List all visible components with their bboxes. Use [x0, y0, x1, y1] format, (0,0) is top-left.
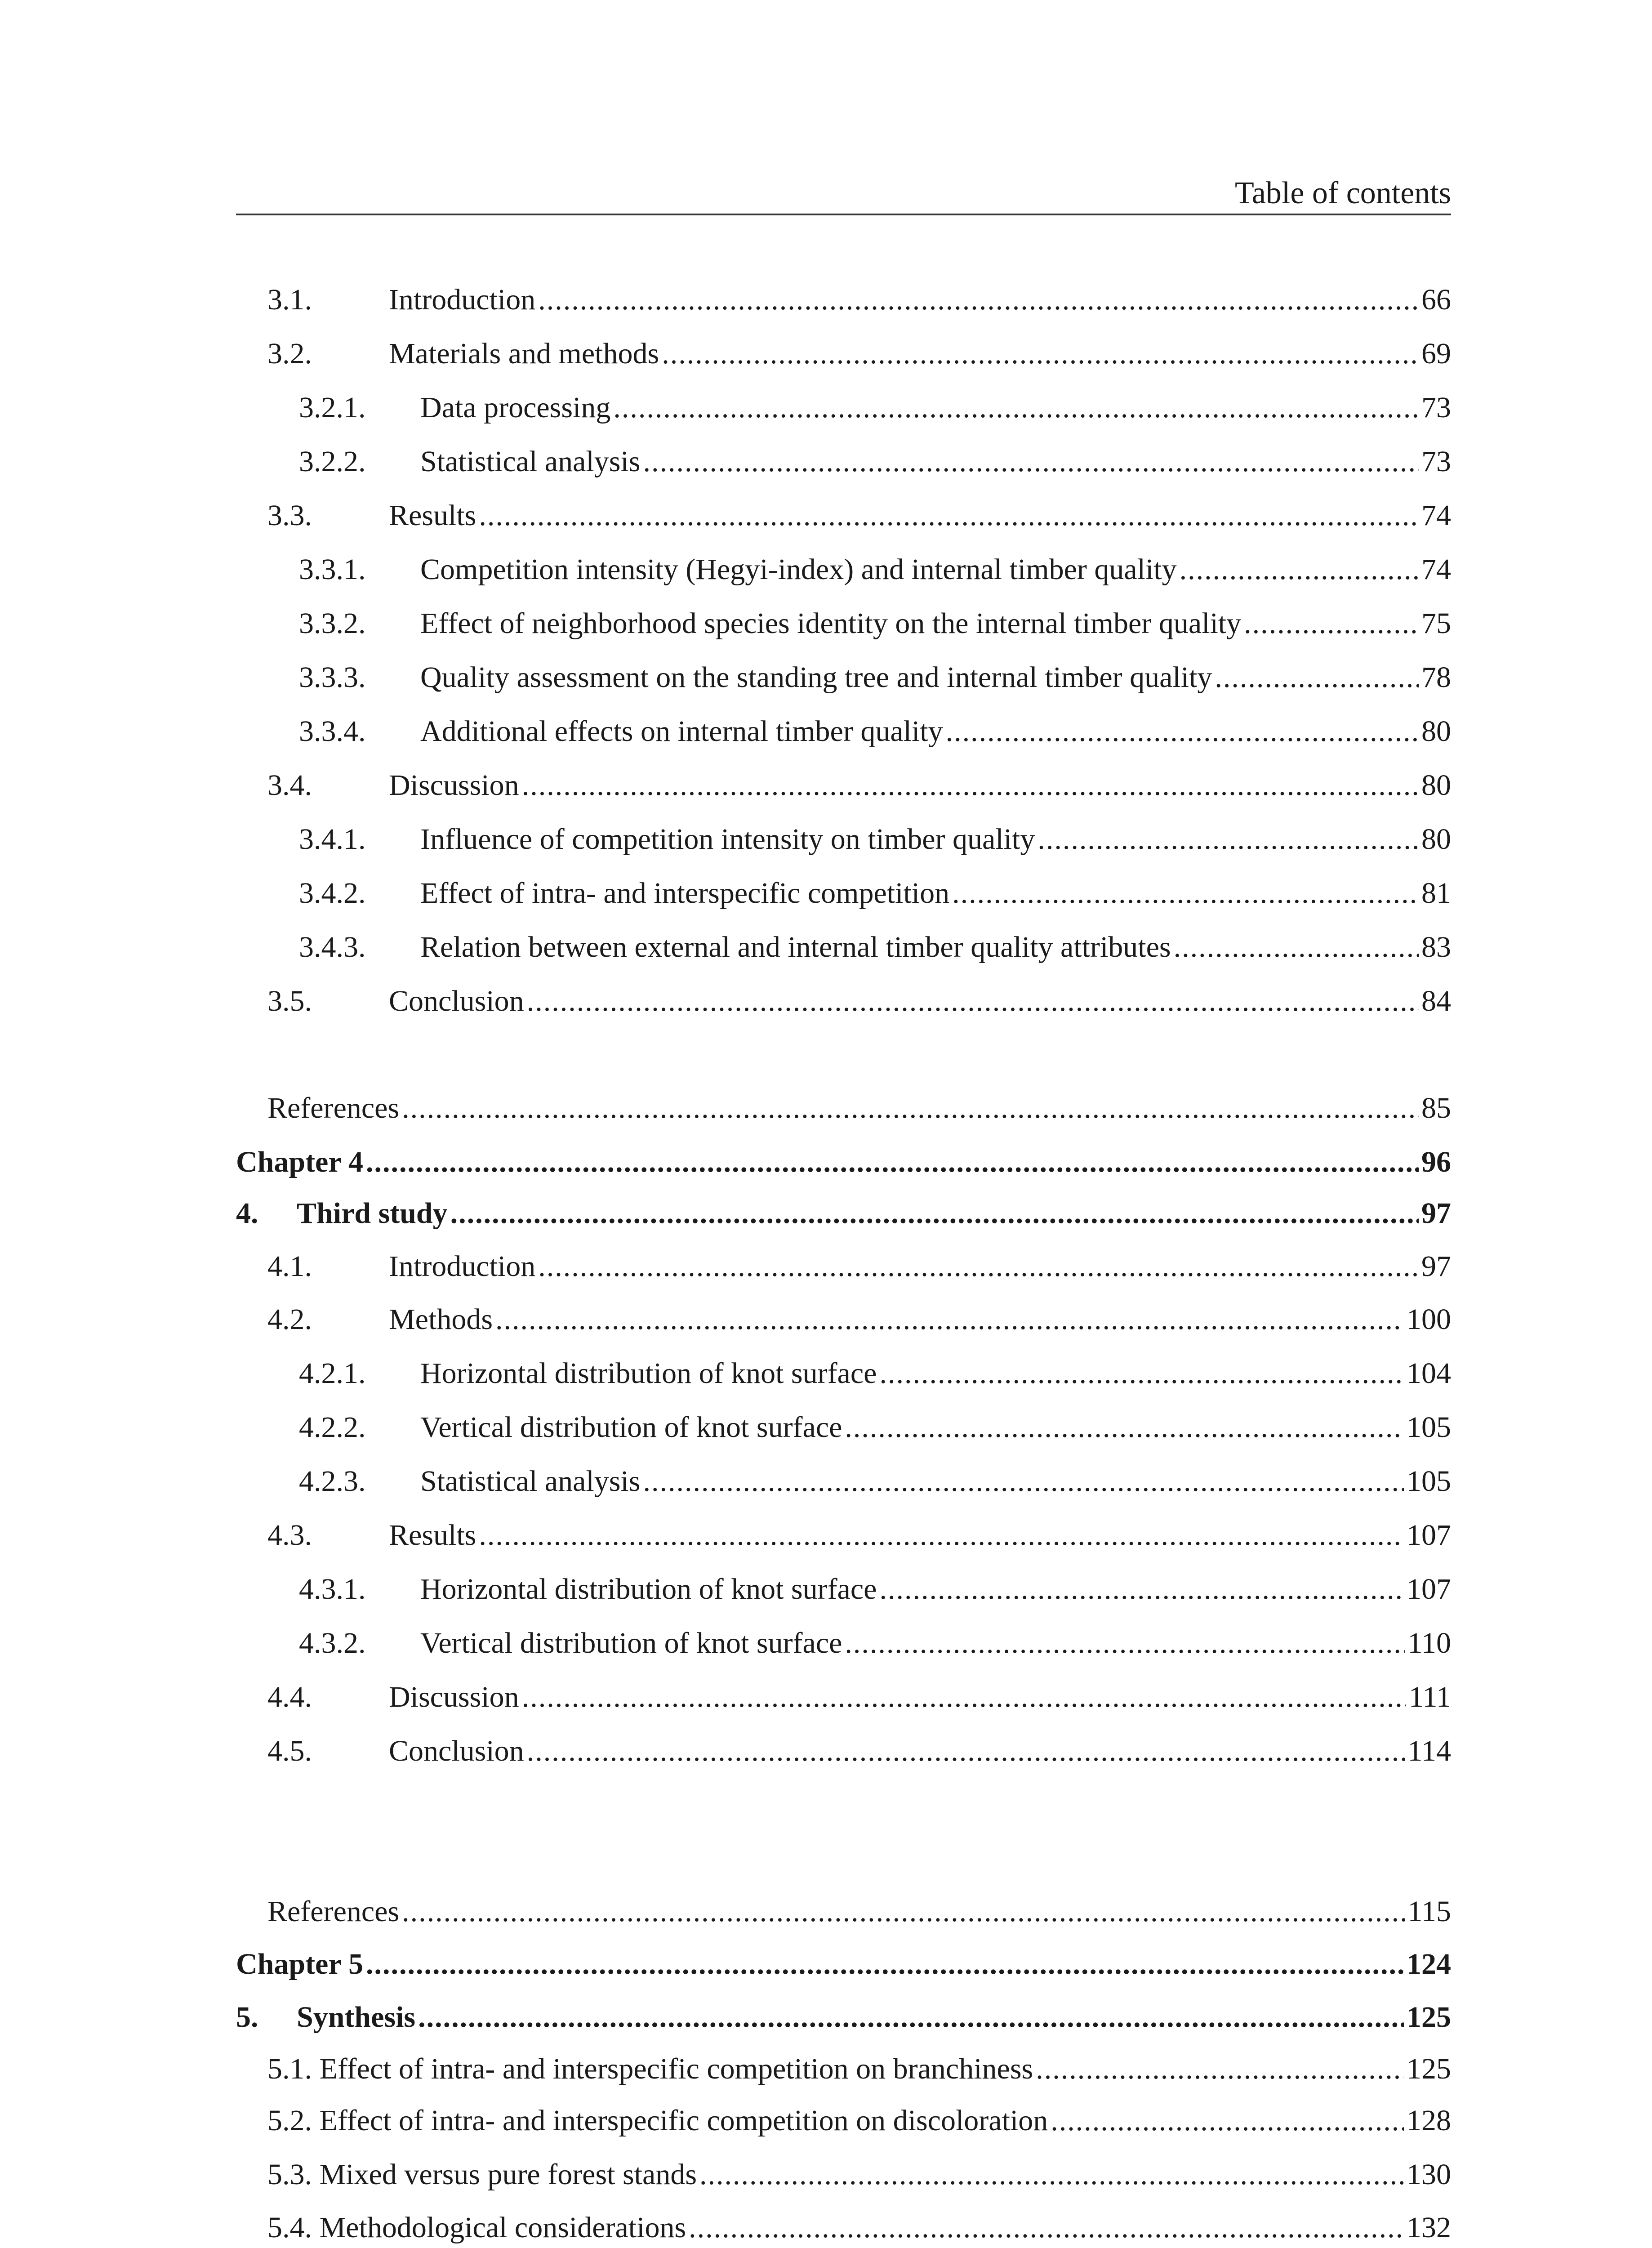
- toc-entry-label: Effect of intra- and interspecific competition: [420, 877, 950, 910]
- toc-entry-number: 3.2.: [267, 337, 312, 370]
- toc-dot-leader: [366, 1949, 1404, 1979]
- toc-entry-label: Chapter 4: [236, 1146, 363, 1178]
- toc-entry: [236, 1501, 1451, 1550]
- toc-entry-page: 107: [1407, 1519, 1451, 1552]
- toc-entry-page: 83: [1421, 931, 1451, 963]
- toc-entry-page: 80: [1421, 715, 1451, 748]
- toc-entry-page: 96: [1421, 1146, 1451, 1178]
- toc-entry-page: 80: [1421, 823, 1451, 856]
- toc-entry-page: 81: [1421, 877, 1451, 910]
- toc-dot-leader: [418, 2003, 1404, 2032]
- toc-entry-label: Statistical analysis: [420, 1465, 641, 1498]
- toc-entry-page: 115: [1407, 1895, 1451, 1928]
- toc-entry-label: Additional effects on internal timber quality: [420, 715, 943, 748]
- toc-entry-label: Relation between external and internal timber quality attributes: [420, 931, 1171, 963]
- toc-dot-leader: [1180, 555, 1419, 584]
- toc-dot-leader: [946, 717, 1419, 746]
- toc-entry-number: 3.2.2.: [299, 445, 366, 478]
- toc-dot-leader: [662, 339, 1419, 369]
- toc-dot-leader: [1215, 663, 1419, 692]
- toc-entry-number: 4.2.: [267, 1303, 312, 1336]
- toc-entry: [236, 1393, 1451, 1442]
- toc-entry: [236, 265, 1451, 315]
- toc-dot-leader: [699, 2160, 1404, 2190]
- toc-entry: [236, 2034, 1451, 2084]
- toc-entry-label: Discussion: [389, 1681, 519, 1713]
- toc-entry: [236, 1179, 1451, 1228]
- toc-entry-number: 4.3.2.: [299, 1627, 366, 1659]
- toc-dot-leader: [845, 1413, 1404, 1442]
- page-title: Table of contents: [1234, 176, 1451, 210]
- toc-entry-number: 3.1.: [267, 283, 312, 316]
- toc-dot-leader: [522, 1682, 1406, 1712]
- toc-entry-number: 3.3.2.: [299, 607, 366, 640]
- toc-entry: [236, 1074, 1451, 1123]
- toc-entry-label: Third study: [297, 1197, 448, 1230]
- toc-dot-leader: [845, 1628, 1405, 1658]
- toc-entry-label: Effect of neighborhood species identity on the internal timber quality: [420, 607, 1242, 640]
- toc-entry-label: Chapter 5: [236, 1948, 363, 1980]
- toc-entry-number: 4.2.1.: [299, 1357, 366, 1390]
- toc-entry: [236, 1232, 1451, 1281]
- toc-entry-page: 132: [1407, 2211, 1451, 2244]
- toc-entry-page: 97: [1421, 1197, 1451, 1230]
- toc-entry: [236, 913, 1451, 962]
- toc-entry: [236, 481, 1451, 531]
- toc-entry: [236, 805, 1451, 854]
- toc-entry: [236, 1983, 1451, 2032]
- toc-entry-page: 74: [1421, 553, 1451, 586]
- toc-entry: [236, 1717, 1451, 1766]
- toc-entry-number: 4.3.: [267, 1519, 312, 1552]
- toc-entry-label: Data processing: [420, 391, 611, 424]
- toc-entry-number: 3.3.1.: [299, 553, 366, 586]
- toc-entry-page: 74: [1421, 499, 1451, 532]
- toc-entry-label: Materials and methods: [389, 337, 659, 370]
- toc-dot-leader: [689, 2213, 1404, 2243]
- toc-entry: [236, 2140, 1451, 2190]
- toc-entry: [236, 1663, 1451, 1712]
- toc-entry-number: 3.4.2.: [299, 877, 366, 910]
- toc-entry-page: 105: [1407, 1465, 1451, 1498]
- toc-dot-leader: [450, 1199, 1419, 1228]
- toc-dot-leader: [952, 879, 1419, 908]
- toc-entry-page: 85: [1421, 1092, 1451, 1124]
- toc-entry: [236, 373, 1451, 423]
- toc-entry-number: 3.3.3.: [299, 661, 366, 694]
- toc-entry-page: 130: [1407, 2158, 1451, 2191]
- toc-entry-label: Methods: [389, 1303, 493, 1336]
- toc-entry-page: 75: [1421, 607, 1451, 640]
- toc-entry-label: Synthesis: [297, 2001, 416, 2034]
- toc-entry-number: 4.2.3.: [299, 1465, 366, 1498]
- toc-entry: [236, 1339, 1451, 1388]
- toc-entry-page: 105: [1407, 1411, 1451, 1444]
- toc-entry: [236, 535, 1451, 584]
- toc-entry-label: Conclusion: [389, 985, 524, 1017]
- toc-entry: [236, 1877, 1451, 1927]
- toc-entry-page: 110: [1407, 1627, 1451, 1659]
- toc-entry-label: References: [267, 1895, 400, 1928]
- toc-entry-page: 97: [1421, 1250, 1451, 1283]
- toc-dot-leader: [1038, 825, 1419, 854]
- toc-entry: [236, 859, 1451, 908]
- toc-entry-number: 3.4.1.: [299, 823, 366, 856]
- toc-entry-page: 111: [1408, 1681, 1451, 1713]
- toc-entry-number: 3.3.4.: [299, 715, 366, 748]
- toc-entry-page: 104: [1407, 1357, 1451, 1390]
- toc-entry-page: 69: [1421, 337, 1451, 370]
- toc-entry: [236, 1128, 1451, 1177]
- toc-entry-number: 4.3.1.: [299, 1573, 366, 1606]
- toc-entry: [236, 1285, 1451, 1334]
- toc-entry: [236, 967, 1451, 1016]
- toc-entry-page: 107: [1407, 1573, 1451, 1606]
- toc-dot-leader: [522, 771, 1419, 800]
- toc-entry-number: 4.2.2.: [299, 1411, 366, 1444]
- toc-entry: [236, 427, 1451, 477]
- toc-entry-page: 125: [1407, 2001, 1451, 2034]
- toc-entry: [236, 643, 1451, 692]
- toc-entry-number: 4.1.: [267, 1250, 312, 1283]
- toc-dot-leader: [1051, 2106, 1404, 2136]
- toc-entry-label: Horizontal distribution of knot surface: [420, 1573, 877, 1606]
- toc-entry-label: Quality assessment on the standing tree and internal timber quality: [420, 661, 1212, 694]
- toc-entry-label: References: [267, 1092, 400, 1124]
- toc-entry: [236, 1555, 1451, 1604]
- toc-dot-leader: [538, 1252, 1419, 1281]
- toc-dot-leader: [479, 1521, 1404, 1550]
- toc-entry-page: 80: [1421, 769, 1451, 802]
- toc-entry-label: Influence of competition intensity on timber quality: [420, 823, 1035, 856]
- toc-entry-page: 73: [1421, 391, 1451, 424]
- toc-entry-label: Discussion: [389, 769, 519, 802]
- toc-dot-leader: [479, 501, 1419, 531]
- toc-entry-number: 3.3.: [267, 499, 312, 532]
- toc-dot-leader: [879, 1574, 1404, 1604]
- toc-entry-label: Conclusion: [389, 1735, 524, 1767]
- toc-entry-label: Competition intensity (Hegyi-index) and internal timber quality: [420, 553, 1177, 586]
- toc-entry-page: 84: [1421, 985, 1451, 1017]
- toc-dot-leader: [643, 447, 1419, 477]
- toc-entry-number: 5.: [236, 2001, 258, 2034]
- toc-entry-label: 5.2. Effect of intra- and interspecific competition on discoloration: [267, 2104, 1048, 2137]
- toc-entry-label: Introduction: [389, 283, 536, 316]
- toc-entry-page: 125: [1407, 2052, 1451, 2085]
- toc-entry-label: Vertical distribution of knot surface: [420, 1411, 842, 1444]
- toc-dot-leader: [1244, 609, 1419, 638]
- toc-entry-label: Results: [389, 499, 476, 532]
- toc-entry-label: Horizontal distribution of knot surface: [420, 1357, 877, 1390]
- toc-entry-number: 3.5.: [267, 985, 312, 1017]
- toc-dot-leader: [495, 1305, 1404, 1334]
- toc-entry: [236, 1447, 1451, 1496]
- toc-dot-leader: [643, 1467, 1404, 1496]
- toc-entry-page: 100: [1407, 1303, 1451, 1336]
- toc-entry: [236, 589, 1451, 638]
- toc-entry-page: 128: [1407, 2104, 1451, 2137]
- toc-dot-leader: [879, 1359, 1404, 1388]
- toc-entry-page: 114: [1407, 1735, 1451, 1767]
- toc-entry-number: 3.4.3.: [299, 931, 366, 963]
- toc-entry-number: 4.4.: [267, 1681, 312, 1713]
- toc-entry: [236, 319, 1451, 369]
- toc-entry: [236, 2086, 1451, 2136]
- toc-entry-page: 124: [1407, 1948, 1451, 1980]
- toc-entry: [236, 1930, 1451, 1979]
- toc-dot-leader: [1174, 932, 1419, 962]
- toc-entry-label: 5.4. Methodological considerations: [267, 2211, 686, 2244]
- toc-entry-page: 73: [1421, 445, 1451, 478]
- toc-dot-leader: [402, 1093, 1419, 1123]
- table-of-contents: [236, 0, 1451, 2248]
- toc-dot-leader: [1036, 2054, 1404, 2084]
- toc-dot-leader: [402, 1897, 1405, 1927]
- toc-entry-label: 5.1. Effect of intra- and interspecific competition on branchiness: [267, 2052, 1033, 2085]
- toc-entry: [236, 751, 1451, 800]
- toc-entry-label: Introduction: [389, 1250, 536, 1283]
- toc-entry: [236, 1609, 1451, 1658]
- toc-entry-number: 3.4.: [267, 769, 312, 802]
- toc-dot-leader: [538, 285, 1419, 315]
- toc-entry-label: 5.3. Mixed versus pure forest stands: [267, 2158, 697, 2191]
- toc-entry-page: 66: [1421, 283, 1451, 316]
- toc-entry: [236, 697, 1451, 746]
- toc-entry-label: Results: [389, 1519, 476, 1552]
- toc-entry-number: 4.: [236, 1197, 258, 1230]
- toc-entry: [236, 2193, 1451, 2243]
- toc-dot-leader: [366, 1147, 1419, 1177]
- toc-dot-leader: [527, 1736, 1405, 1766]
- toc-entry-number: 3.2.1.: [299, 391, 366, 424]
- toc-dot-leader: [613, 393, 1419, 423]
- toc-dot-leader: [527, 986, 1419, 1016]
- toc-entry-page: 78: [1421, 661, 1451, 694]
- toc-entry-label: Statistical analysis: [420, 445, 641, 478]
- toc-entry-label: Vertical distribution of knot surface: [420, 1627, 842, 1659]
- toc-entry-number: 4.5.: [267, 1735, 312, 1767]
